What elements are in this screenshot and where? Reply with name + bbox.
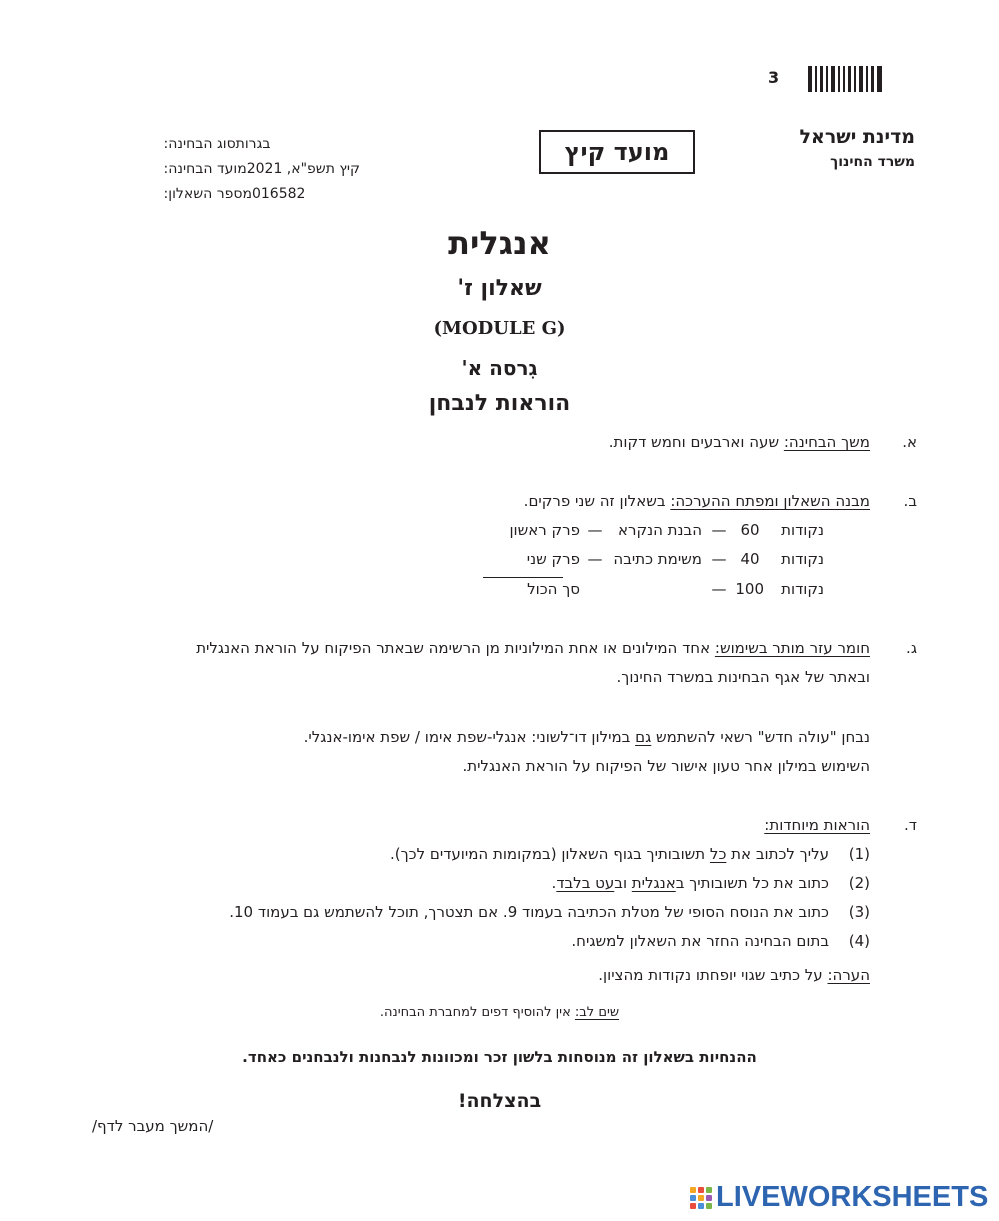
- questionnaire-number-value: 016582: [251, 185, 306, 202]
- item-emphasis: עט בלבד: [556, 874, 615, 892]
- barcode-bar: [826, 66, 828, 92]
- instruction-item: בתום הבחינה החזר את השאלון למשגיח.: [571, 932, 829, 950]
- subject-title: אנגלית: [448, 224, 551, 262]
- points-unit: נקודות: [781, 580, 824, 598]
- section-a-letter: א.: [902, 433, 917, 451]
- page-number: 3: [768, 68, 780, 87]
- item-number: (2): [848, 874, 870, 892]
- good-luck: בהצלחה!: [457, 1090, 542, 1112]
- dash: —: [587, 521, 603, 539]
- instructions-title: הוראות לנבחן: [428, 391, 571, 416]
- part-topic: [610, 580, 702, 598]
- logo-tile: [706, 1187, 712, 1193]
- sum-divider: [483, 577, 563, 578]
- section-d-letter: ד.: [904, 816, 917, 834]
- barcode-bar: [848, 66, 851, 92]
- exam-info-row: [154, 156, 360, 181]
- barcode-bar: [859, 66, 863, 92]
- bilingual-dictionary-text: במילון דו־לשוני: אנגלי-שפת אימו / שפת אימו-אנגלי.: [303, 728, 631, 746]
- attention-text: אין להוסיף דפים למחברת הבחינה.: [379, 1005, 571, 1020]
- logo-tile: [706, 1203, 712, 1209]
- liveworksheets-logo-icon: [690, 1187, 712, 1209]
- part-name: פרק ראשון: [509, 521, 580, 539]
- section-a-text: שעה וארבעים וחמש דקות.: [608, 433, 780, 451]
- points-unit: נקודות: [781, 521, 824, 539]
- structure-row: [508, 521, 824, 539]
- dash: —: [587, 550, 603, 568]
- exam-type-value: בגרות: [235, 135, 271, 152]
- attention-note: [0, 1005, 999, 1020]
- item-emphasis: אנגלית: [631, 874, 676, 892]
- note-label: הערה:: [827, 966, 870, 984]
- exam-info: [154, 131, 360, 206]
- item-text: וב: [614, 874, 632, 892]
- liveworksheets-text: LIVEWORKSHEETS: [716, 1181, 989, 1213]
- exam-info-row: [154, 181, 360, 206]
- exam-date-label: מועד הבחינה:: [163, 160, 247, 177]
- barcode-bar: [808, 66, 812, 92]
- barcode-bar: [831, 66, 835, 92]
- questionnaire-number-label: מספר השאלון:: [163, 185, 252, 202]
- total-points: 100: [735, 580, 764, 598]
- dash: [580, 580, 610, 598]
- section-d-label: הוראות מיוחדות:: [764, 816, 870, 834]
- emphasis-also: גם: [635, 728, 652, 746]
- section-c-line2: ובאתר של אגף הבחינות במשרד החינוך.: [616, 668, 870, 686]
- barcode-bar: [871, 66, 874, 92]
- logo-tile: [698, 1203, 704, 1209]
- section-c-line3: [304, 728, 870, 746]
- section-c-line1: [196, 639, 870, 657]
- section-c-label: חומר עזר מותר בשימוש:: [714, 639, 870, 657]
- instruction-item: [390, 845, 829, 863]
- office-name: משרד החינוך: [830, 154, 915, 170]
- barcode-bar: [843, 66, 845, 92]
- barcode-bar: [866, 66, 868, 92]
- exam-info-row: [154, 131, 360, 156]
- barcode-bar: [854, 66, 856, 92]
- section-a: [609, 433, 870, 451]
- part-topic: משימת כתיבה: [613, 550, 702, 568]
- part-name: פרק שני: [526, 550, 580, 568]
- section-a-label: משך הבחינה:: [783, 433, 870, 451]
- logo-tile: [690, 1187, 696, 1193]
- instruction-item: כתוב את הנוסח הסופי של מטלת הכתיבה בעמוד 9. אם תצטרך, תוכל להשתמש גם בעמוד 10.: [229, 903, 829, 921]
- liveworksheets-watermark: [690, 1181, 988, 1214]
- item-text: .: [551, 874, 557, 892]
- note-text: על כתיב שגוי יופחתו נקודות מהציון.: [598, 966, 823, 984]
- structure-row: [508, 550, 824, 568]
- item-number: (4): [848, 932, 870, 950]
- new-immigrant-text: נבחן "עולה חדש" רשאי להשתמש: [656, 728, 870, 746]
- item-text: תשובותיך בגוף השאלון (במקומות המיועדים לכך).: [389, 845, 706, 863]
- item-text: עליך לכתוב את: [731, 845, 829, 863]
- section-b-text: בשאלון זה שני פרקים.: [523, 492, 666, 510]
- section-b-label: מבנה השאלון ומפתח ההערכה:: [670, 492, 870, 510]
- item-number: (3): [848, 903, 870, 921]
- section-c-text: אחד המילונים או אחת המילוניות מן הרשימה שבאתר הפיקוח על הוראת האנגלית: [196, 639, 711, 657]
- section-b: [524, 492, 870, 510]
- session-box: מועד קיץ: [539, 130, 695, 174]
- logo-tile: [698, 1195, 704, 1201]
- structure-total-row: [508, 580, 824, 598]
- dash: —: [711, 521, 727, 539]
- logo-tile: [690, 1195, 696, 1201]
- instruction-item: [552, 874, 829, 892]
- barcode: [808, 66, 924, 92]
- section-c-letter: ג.: [906, 639, 917, 657]
- note: [598, 966, 870, 984]
- exam-type-label: סוג הבחינה:: [163, 135, 236, 152]
- item-text: כתוב את כל תשובותיך ב: [675, 874, 829, 892]
- section-b-letter: ב.: [903, 492, 917, 510]
- part-points: 60: [740, 521, 760, 539]
- points-unit: נקודות: [781, 550, 824, 568]
- item-emphasis: כל: [709, 845, 727, 863]
- barcode-bar: [815, 66, 817, 92]
- state-name: מדינת ישראל: [799, 126, 915, 148]
- total-label: סך הכול: [527, 580, 580, 598]
- part-topic: הבנת הנקרא: [617, 521, 702, 539]
- continued-note: /המשך מעבר לדף/: [92, 1117, 214, 1135]
- barcode-bar: [820, 66, 823, 92]
- ministry-header: [800, 126, 915, 170]
- barcode-bar: [838, 66, 840, 92]
- exam-date-value: קיץ תשפ"א, 2021: [246, 160, 360, 177]
- version-title: גִרסה א': [461, 356, 538, 380]
- logo-tile: [706, 1195, 712, 1201]
- gender-note: ההנחיות בשאלון זה מנוסחות בלשון זכר ומכוונות לנבחנות ולנבחנים כאחד.: [242, 1048, 757, 1066]
- dash: —: [711, 580, 727, 598]
- part-points: 40: [740, 550, 760, 568]
- logo-tile: [698, 1187, 704, 1193]
- questionnaire-title: שאלון ז': [457, 276, 542, 301]
- section-c-line4: השימוש במילון אחר טעון אישור של הפיקוח על הוראת האנגלית.: [462, 757, 870, 775]
- attention-label: שים לב:: [574, 1005, 620, 1020]
- dash: —: [711, 550, 727, 568]
- barcode-bar: [877, 66, 882, 92]
- item-number: (1): [848, 845, 870, 863]
- module-title: (MODULE G): [433, 318, 566, 339]
- logo-tile: [690, 1203, 696, 1209]
